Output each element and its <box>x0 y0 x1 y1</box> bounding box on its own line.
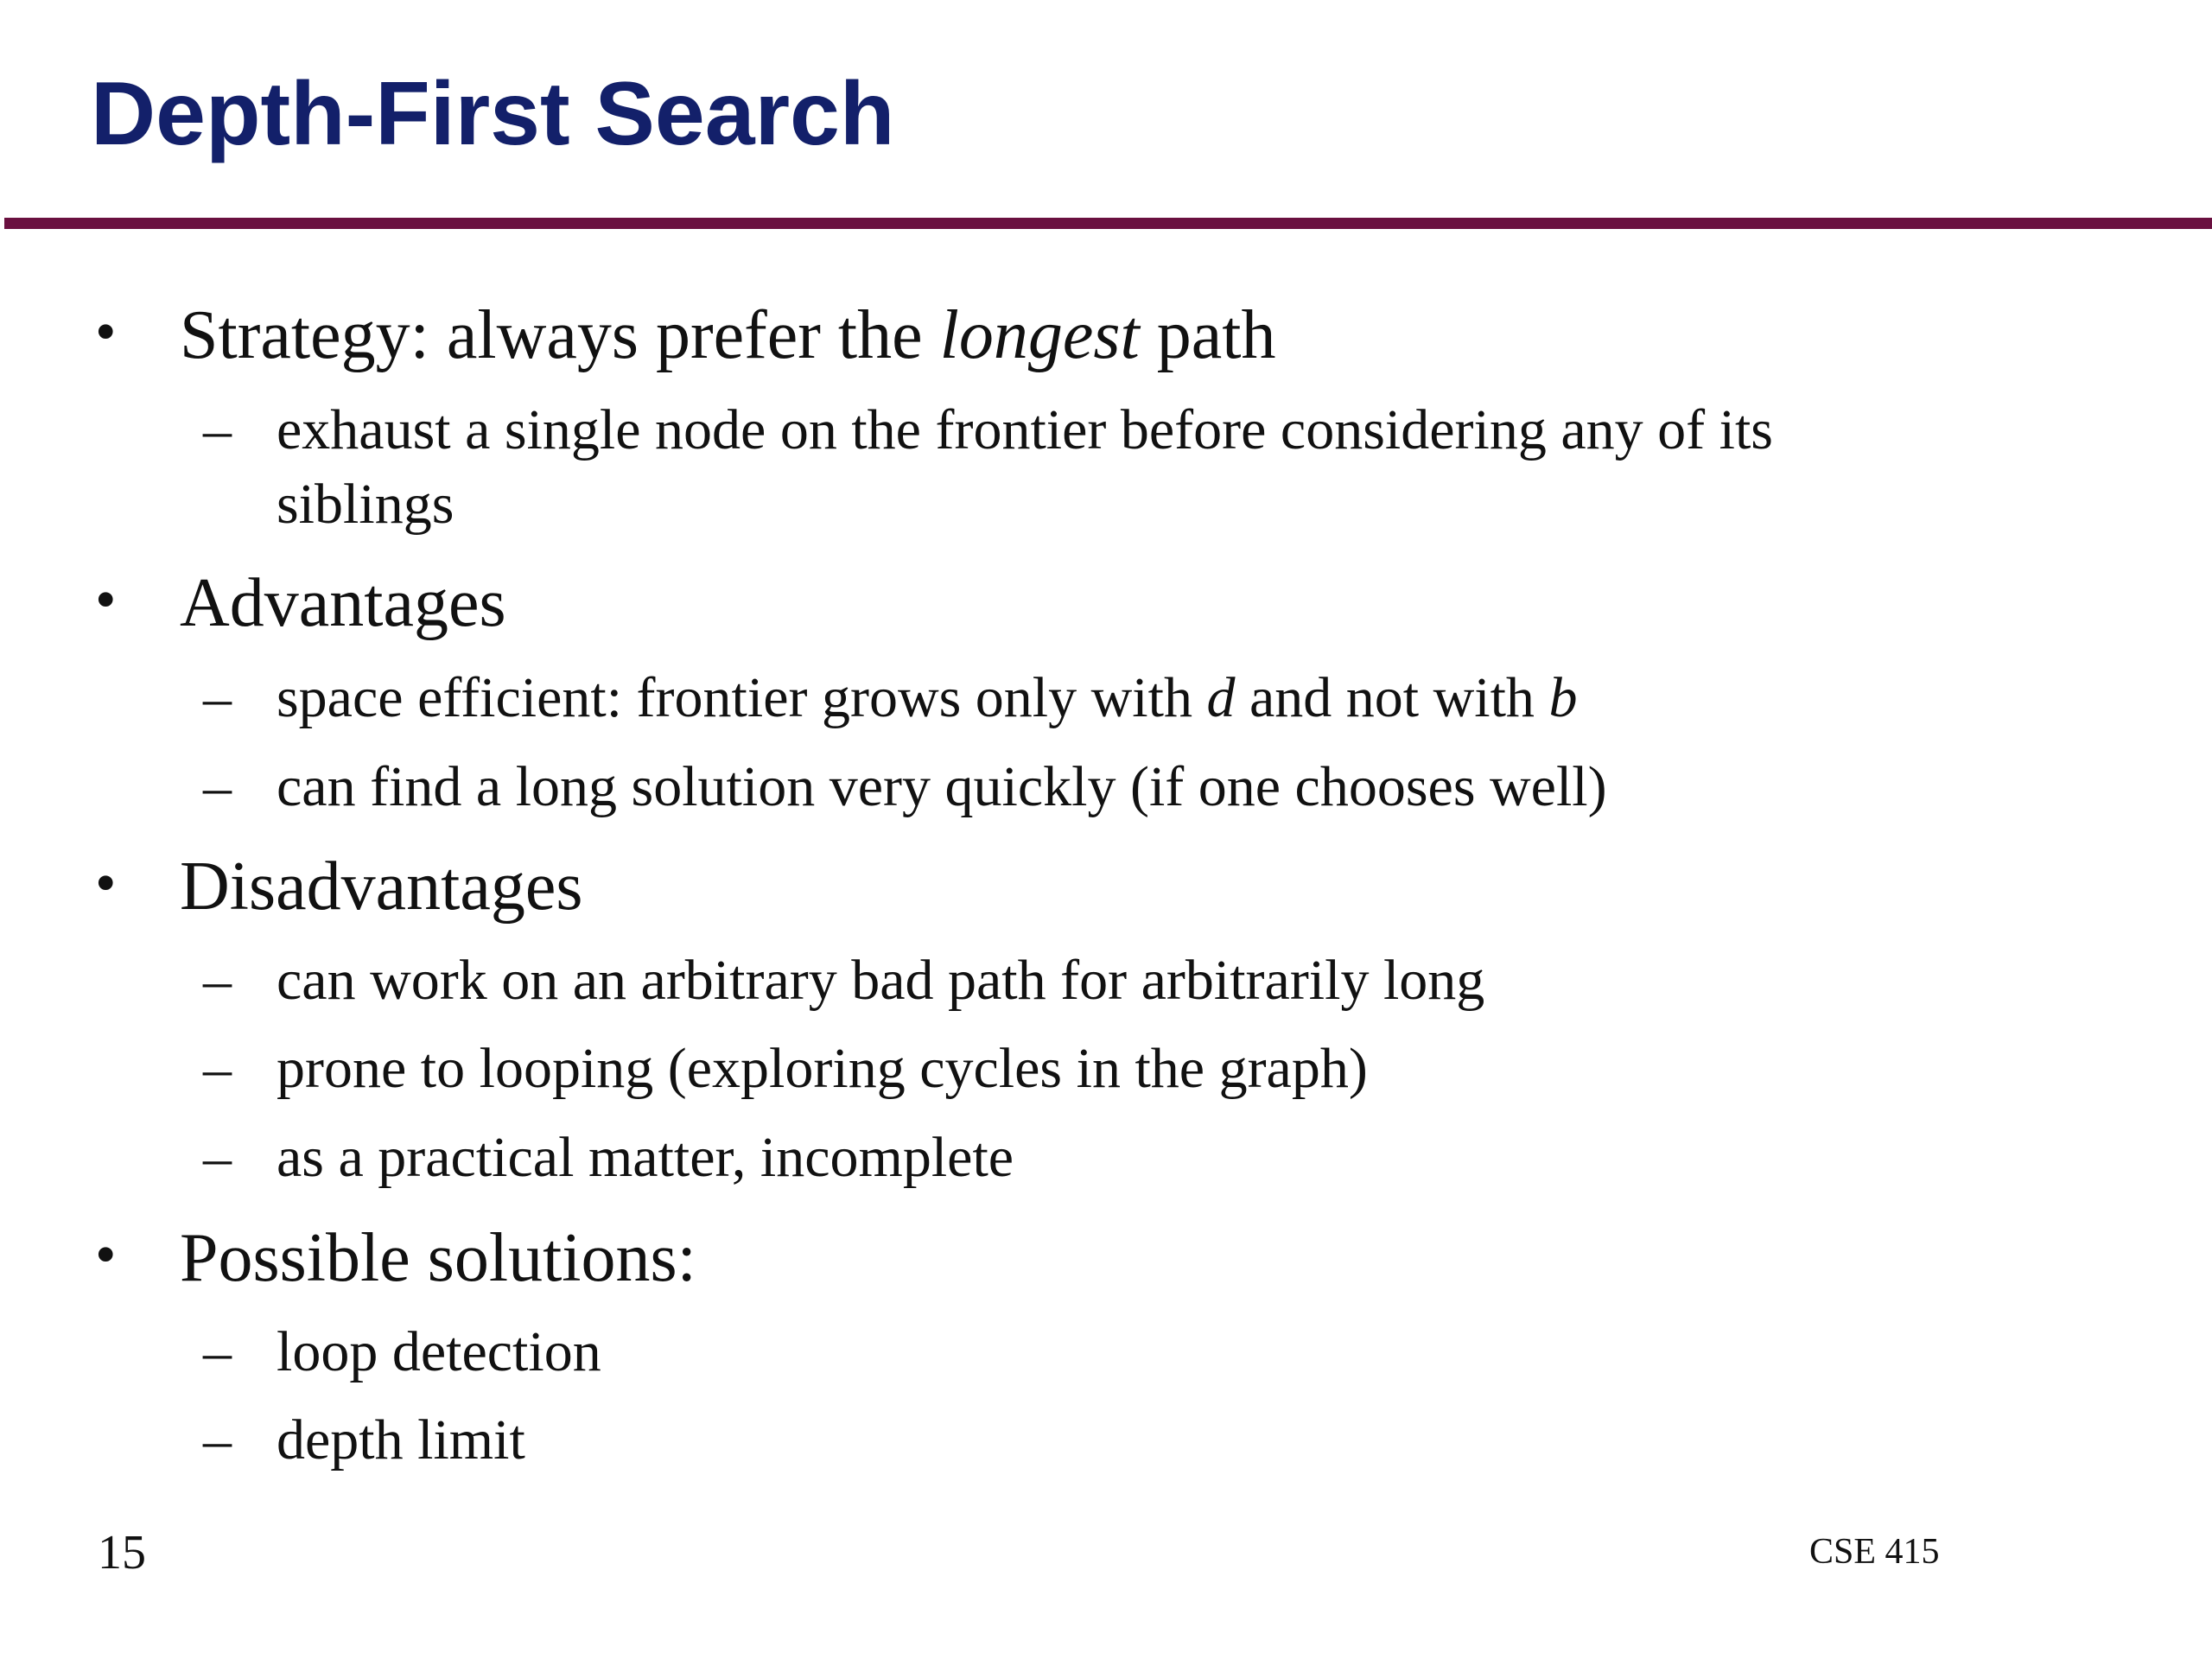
bullet-strategy-suffix: path <box>1139 297 1276 373</box>
subitem-exhaust-node: exhaust a single node on the frontier before considering any of its siblings <box>276 398 1773 536</box>
bullet-possible-solutions: Possible solutions: <box>180 1220 696 1296</box>
title-divider <box>4 218 2212 229</box>
dash-icon: – <box>203 1320 232 1383</box>
course-label: CSE 415 <box>1809 1532 1940 1572</box>
subitem-space-efficient-d: d <box>1206 666 1236 729</box>
dash-icon: – <box>203 398 232 461</box>
dash-icon: – <box>203 1408 232 1471</box>
dash-icon: – <box>203 666 232 729</box>
subitem-long-solution: can find a long solution very quickly (if one chooses well) <box>276 755 1607 818</box>
subitem-loop-detection: loop detection <box>276 1320 601 1383</box>
bullet-strategy-prefix: Strategy: always prefer the <box>180 297 940 373</box>
bullet-strategy <box>180 297 1276 373</box>
subitem-space-efficient-mid: and not with <box>1235 666 1549 729</box>
subitem-arbitrary-bad-path: can work on an arbitrary bad path for arbitrarily long <box>276 949 1485 1012</box>
bullet-strategy-emphasis: longest <box>939 297 1140 373</box>
subitem-space-efficient-prefix: space efficient: frontier grows only with <box>276 666 1207 729</box>
bullet-advantages: Advantages <box>180 565 506 641</box>
bullet-disadvantages: Disadvantages <box>180 849 583 925</box>
bullet-icon: • <box>95 567 117 633</box>
subitem-space-efficient <box>276 661 1577 735</box>
subitem-incomplete: as a practical matter, incomplete <box>276 1126 1014 1189</box>
bullet-icon: • <box>95 299 117 365</box>
subitem-space-efficient-b: b <box>1548 666 1578 729</box>
dash-icon: – <box>203 949 232 1012</box>
dash-icon: – <box>203 755 232 818</box>
subitem-prone-to-looping: prone to looping (exploring cycles in the graph) <box>276 1037 1368 1100</box>
dash-icon: – <box>203 1037 232 1100</box>
slide-title: Depth-First Search <box>91 64 895 164</box>
bullet-icon: • <box>95 1222 117 1288</box>
page-number: 15 <box>98 1526 146 1580</box>
dash-icon: – <box>203 1126 232 1189</box>
bullet-icon: • <box>95 850 117 917</box>
subitem-depth-limit: depth limit <box>276 1408 525 1471</box>
